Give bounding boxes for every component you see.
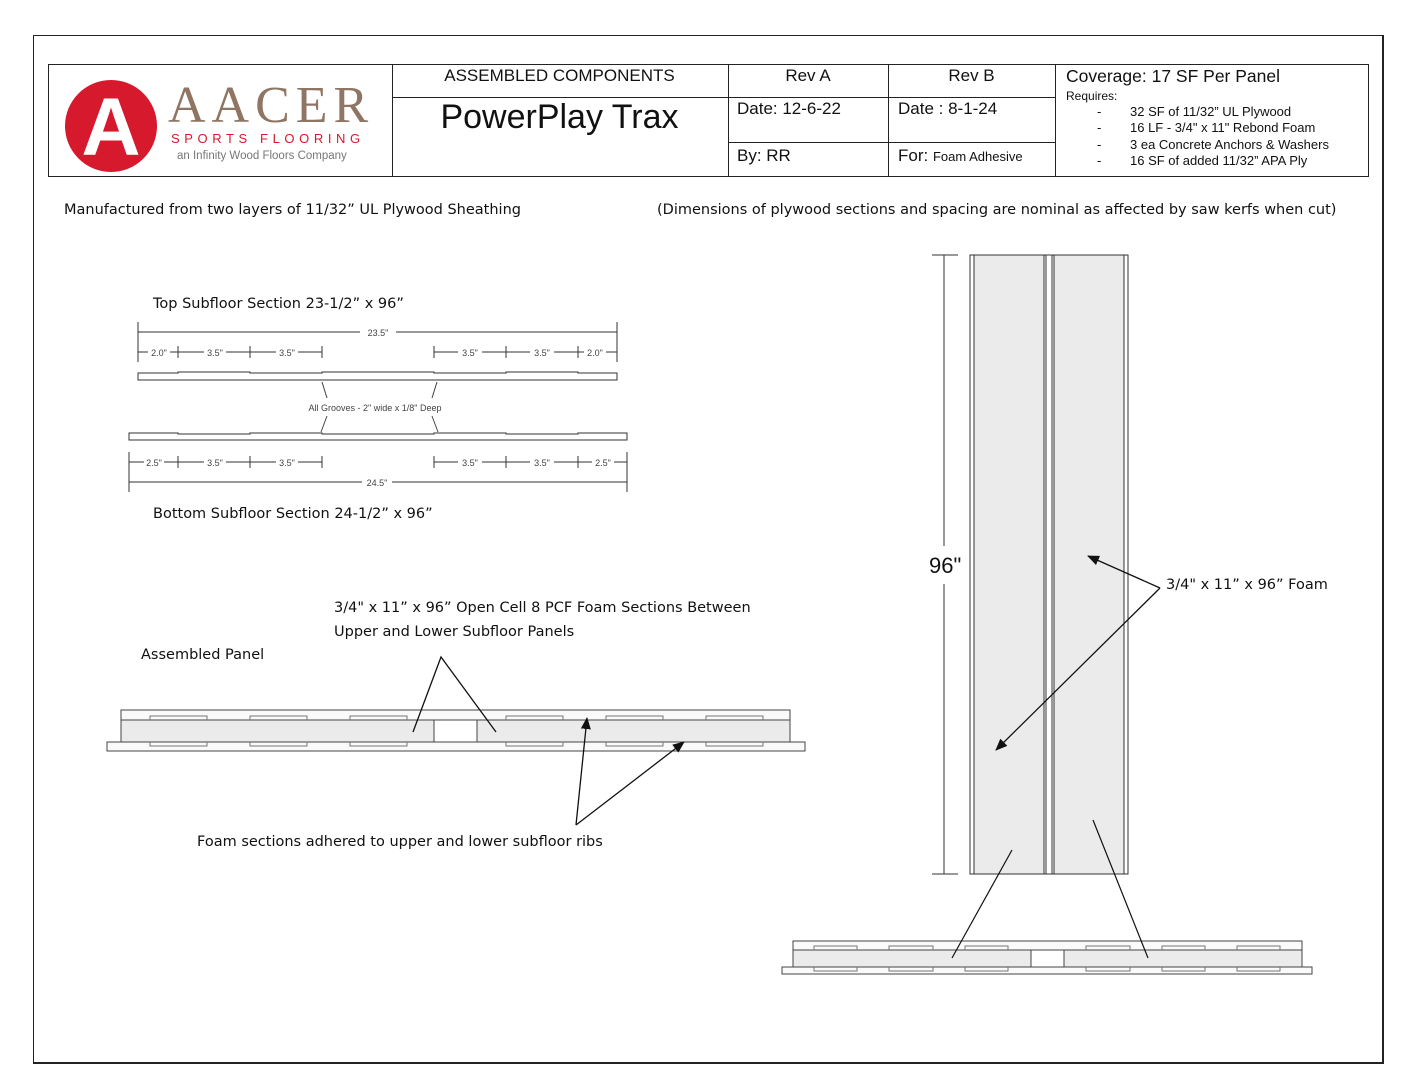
top-dim: 3.5" xyxy=(207,348,223,358)
for-value: Foam Adhesive xyxy=(932,149,1023,164)
logo-wordmark: AACER xyxy=(168,77,375,134)
requires-label: Requires: xyxy=(1066,89,1118,103)
bottom-dim: 3.5" xyxy=(279,458,295,468)
rev-a-label: Rev A xyxy=(785,66,831,85)
adhered-note: Foam sections adhered to upper and lower subfloor ribs xyxy=(197,834,603,850)
requires-bullet: - xyxy=(1097,153,1102,168)
logo-letter: A xyxy=(81,82,141,173)
requires-bullet: - xyxy=(1097,104,1102,119)
drawn-by: By: RR xyxy=(737,146,791,165)
top-dim: 2.0" xyxy=(151,348,167,358)
top-dim: 3.5" xyxy=(534,348,550,358)
groove-note: All Grooves - 2" wide x 1/8" Deep xyxy=(308,403,442,413)
bottom-total-dim: 24.5" xyxy=(366,478,388,488)
requires-bullet: - xyxy=(1097,137,1102,152)
bottom-section-label: Bottom Subfloor Section 24-1/2” x 96” xyxy=(153,506,433,522)
for-label: For: xyxy=(898,146,929,165)
manufactured-note: Manufactured from two layers of 11/32” UL Plywood Sheathing xyxy=(64,202,521,218)
bottom-dim: 2.5" xyxy=(146,458,162,468)
bottom-dim: 3.5" xyxy=(207,458,223,468)
top-dim: 2.0" xyxy=(587,348,603,358)
assembled-panel-label: Assembled Panel xyxy=(141,647,265,663)
requires-item: 16 LF - 3/4" x 11" Rebond Foam xyxy=(1130,120,1316,135)
bottom-dim: 2.5" xyxy=(595,458,611,468)
plan-assembled-panel xyxy=(782,941,1312,974)
logo-tagline: SPORTS FLOORING xyxy=(171,131,365,146)
requires-item: 32 SF of 11/32” UL Plywood xyxy=(1130,104,1292,119)
top-dim: 3.5" xyxy=(462,348,478,358)
top-total-dim: 23.5" xyxy=(367,328,389,338)
dimensions-note: (Dimensions of plywood sections and spacing are nominal as affected by saw kerfs when cut) xyxy=(657,202,1337,218)
length-dimension-label: 96" xyxy=(929,553,962,578)
requires-bullet: - xyxy=(1097,120,1102,135)
top-dim: 3.5" xyxy=(279,348,295,358)
bottom-dim: 3.5" xyxy=(462,458,478,468)
assembled-panel-drawing xyxy=(107,710,805,751)
foam-sections-note-line2: Upper and Lower Subfloor Panels xyxy=(334,624,575,640)
bottom-dim: 3.5" xyxy=(534,458,550,468)
requires-item: 16 SF of added 11/32” APA Ply xyxy=(1130,153,1308,168)
rev-a-date: Date: 12-6-22 xyxy=(737,99,841,118)
section-title: ASSEMBLED COMPONENTS xyxy=(444,66,675,85)
plan-view-drawing xyxy=(970,255,1128,874)
coverage: Coverage: 17 SF Per Panel xyxy=(1066,66,1281,86)
product-name: PowerPlay Trax xyxy=(440,98,679,136)
rev-b-date: Date : 8-1-24 xyxy=(898,99,998,118)
top-section-label: Top Subfloor Section 23-1/2” x 96” xyxy=(153,296,404,312)
logo-subtitle: an Infinity Wood Floors Company xyxy=(177,150,347,162)
rev-b-label: Rev B xyxy=(948,66,995,85)
foam-sections-note: 3/4" x 11” x 96” Open Cell 8 PCF Foam Sections Between xyxy=(334,600,751,616)
foam-callout: 3/4" x 11” x 96” Foam xyxy=(1166,577,1328,593)
length-dimension xyxy=(932,255,958,874)
requires-item: 3 ea Concrete Anchors & Washers xyxy=(1130,137,1329,152)
